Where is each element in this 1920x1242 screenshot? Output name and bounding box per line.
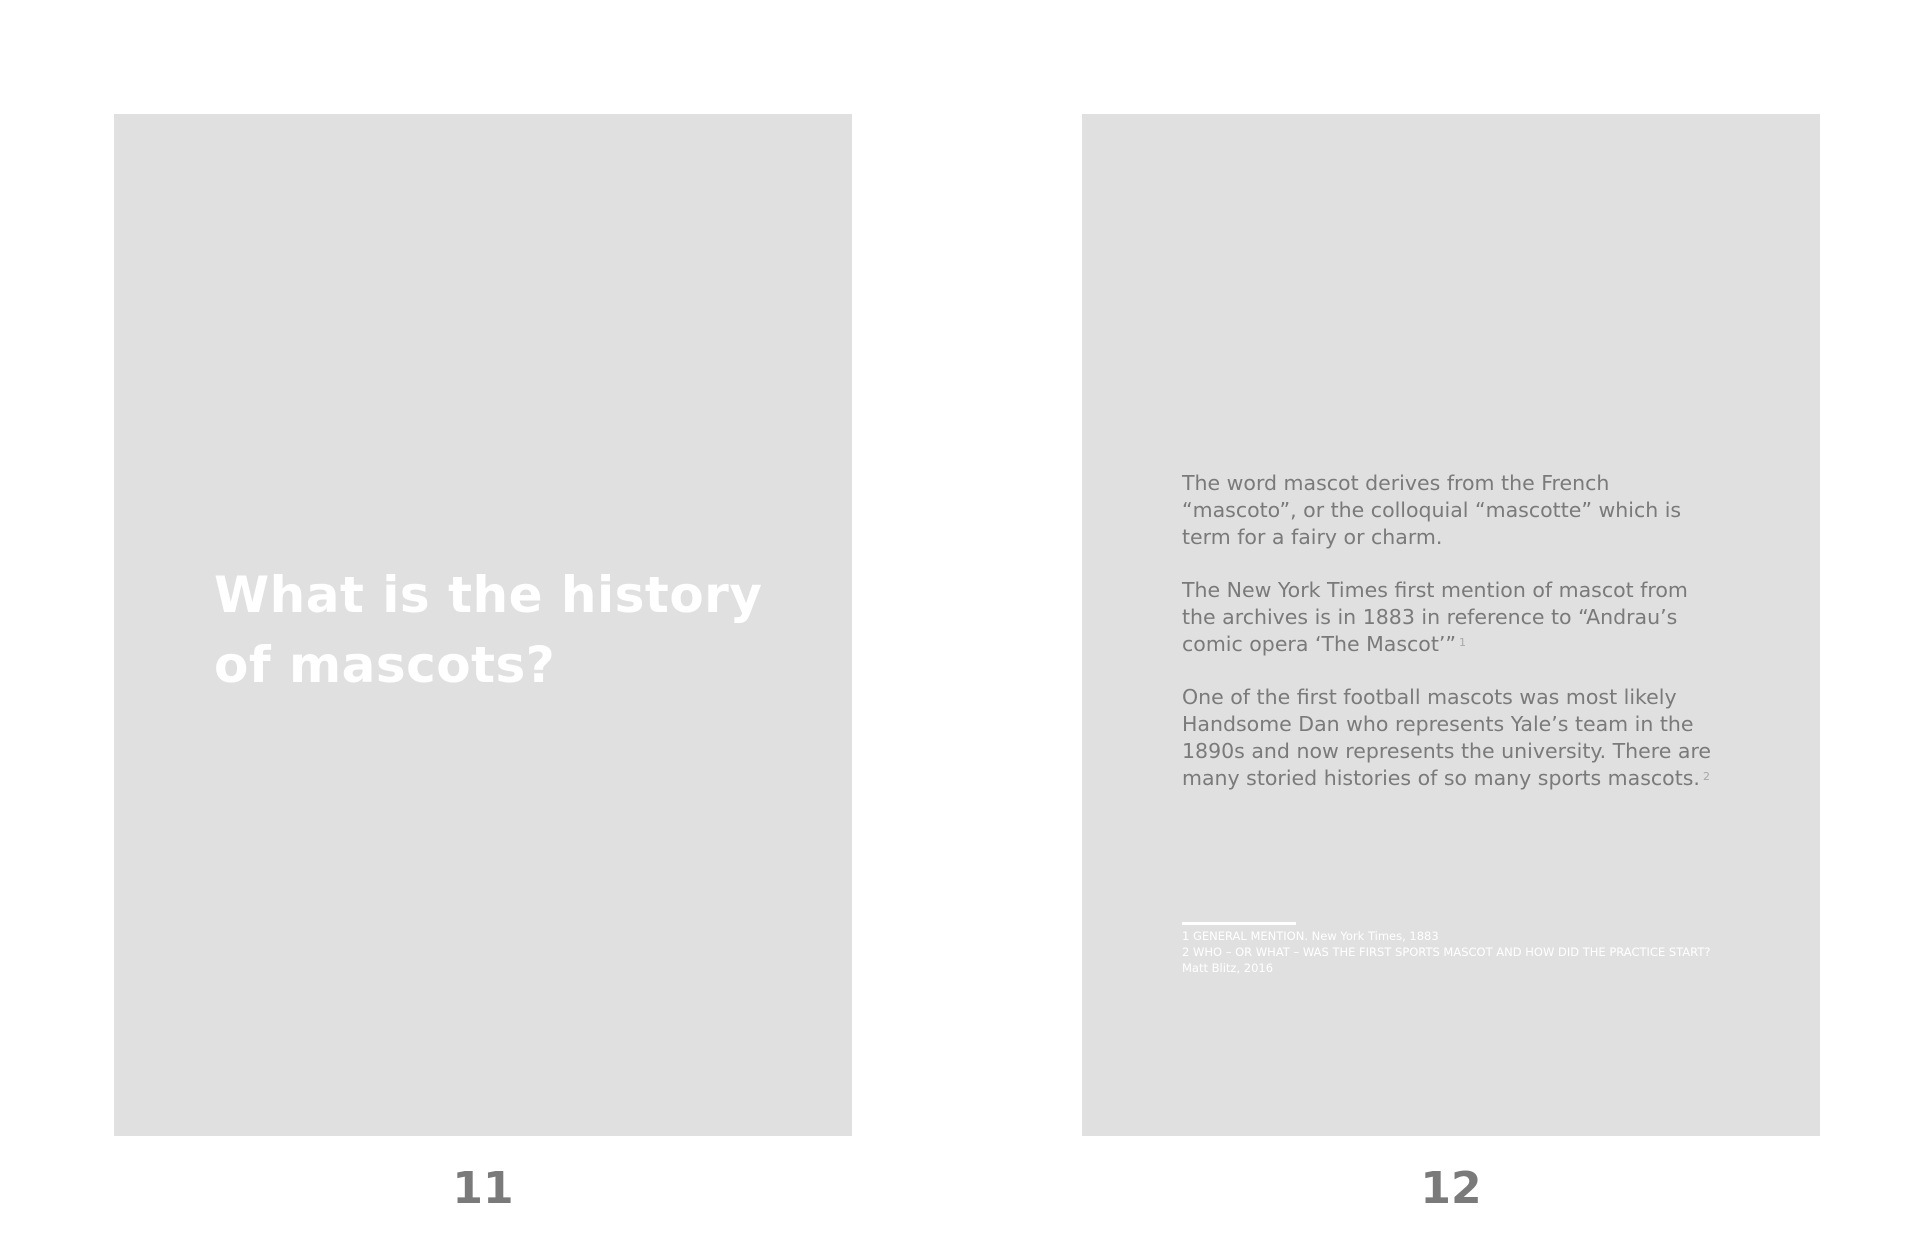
paragraph-text: One of the first football mascots was most likely Handsome Dan who represents Yale’s team in the 1890s and now represents the university. There are many storied histories of so many sports mascots. [1182,685,1712,790]
footnote-item: 2 WHO – OR WHAT – WAS THE FIRST SPORTS MASCOT AND HOW DID THE PRACTICE START? Matt Blitz, 2016 [1182,945,1711,975]
paragraph-new-york-times [1182,577,1722,658]
footnote-item: 1 GENERAL MENTION. New York Times, 1883 [1182,929,1439,943]
page-number-left: 11 [452,1163,514,1214]
paragraph-handsome-dan [1182,684,1722,792]
footnote-ref: 1 [1459,636,1467,649]
footnote-ref: 2 [1702,770,1710,783]
right-page [1082,114,1820,1136]
footnote-divider [1182,922,1296,925]
body-text [1182,470,1722,818]
left-page [114,114,852,1136]
page-heading: What is the history of mascots? [214,566,763,694]
page-number-right: 12 [1420,1163,1482,1214]
paragraph-text: The word mascot derives from the French “mascoto”, or the colloquial “mascotte” which is term for a fairy or charm. [1182,471,1682,549]
paragraph-text: The New York Times first mention of mascot from the archives is in 1883 in reference to “Andrau’s comic opera ‘The Mascot’” [1182,578,1688,656]
paragraph-etymology [1182,470,1722,551]
footnotes [1182,928,1722,976]
